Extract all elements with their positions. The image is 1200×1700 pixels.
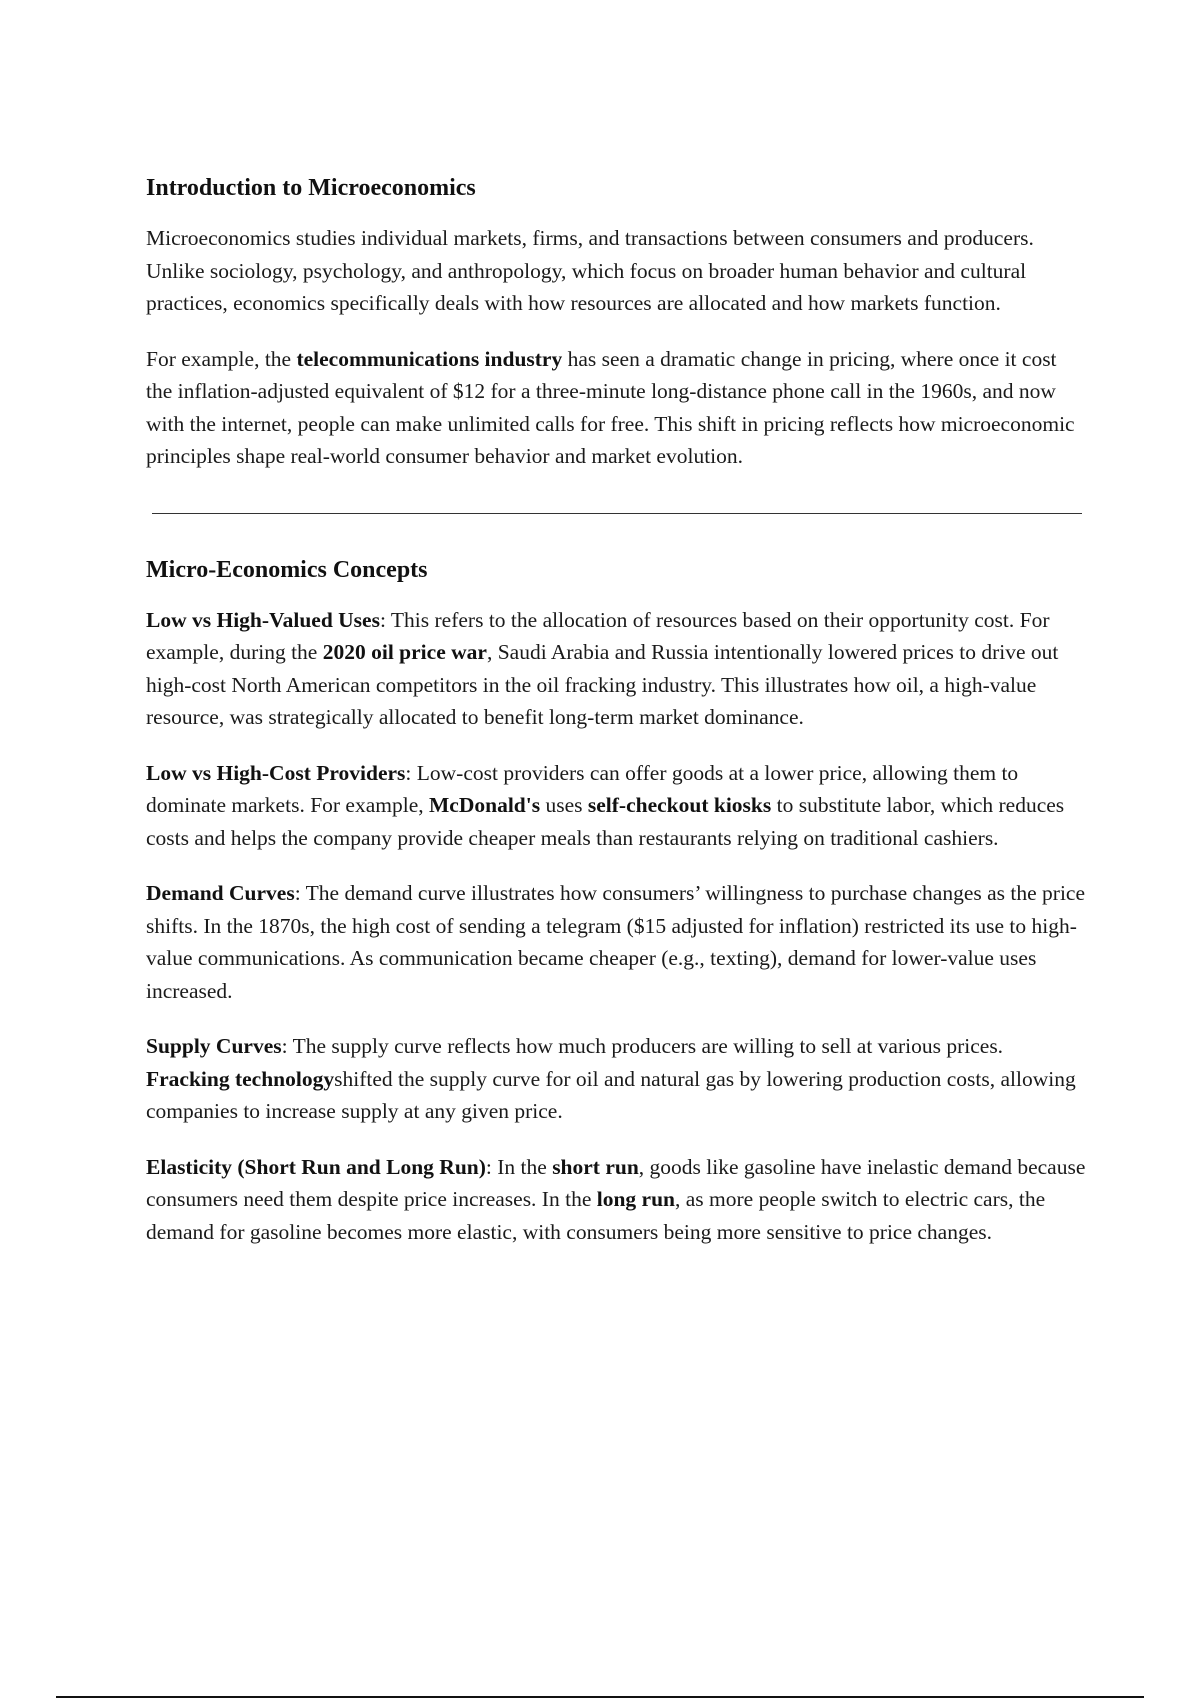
term-elasticity: Elasticity (Short Run and Long Run): [146, 1154, 486, 1179]
elasticity-text-1: : In the: [485, 1154, 553, 1179]
concept-elasticity: [146, 1151, 1086, 1249]
term-low-high-cost: Low vs High-Cost Providers: [146, 760, 406, 785]
elasticity-text-2: , goods like gasoline have inelastic demand because consumers need them despite price increases. In the: [146, 1154, 1086, 1211]
low-high-uses-text-2: , Saudi Arabia and Russia intentionally lowered prices to drive out high-cost North American competitors in the oil fracking industry. This illustrates how oil, a high-value resource, was strategically allocated to benefit long-term market dominance.: [146, 640, 1059, 729]
low-high-cost-text-2: uses: [540, 793, 588, 817]
concept-demand-curves: [146, 877, 1086, 1007]
elasticity-text-3: , as more people switch to electric cars, the demand for gasoline becomes more elastic, with consumers being more sensitive to price changes.: [146, 1187, 1046, 1244]
intro-p2-text-2: has seen a dramatic change in pricing, where once it cost the inflation-adjusted equivalent of $12 for a three-minute long-distance phone call in the 1960s, and now with the internet, people can make unlimited calls for free. This shift in pricing reflects how microeconomic principles shape real-world consumer behavior and market evolution.: [146, 346, 1075, 468]
term-demand-curves: Demand Curves: [146, 881, 295, 905]
demand-text-1: : The demand curve illustrates how consumers’ willingness to purchase changes as the price shifts. In the 1870s, the high cost of sending a telegram ($15 adjusted for inflation) restricted its use to high-value communications. As communication became cheaper (e.g., texting), demand for lower-value uses increased.: [146, 881, 1086, 1003]
intro-p2-bold-telecom: telecommunications industry: [296, 346, 563, 371]
low-high-cost-text-1: : Low-cost providers can offer goods at a lower price, allowing them to dominate markets. For example,: [146, 760, 1019, 817]
elasticity-bold-long-run: long run: [596, 1187, 675, 1211]
concept-low-high-uses: [146, 604, 1086, 734]
document-page: [146, 172, 1086, 1271]
intro-heading: Introduction to Microeconomics: [146, 175, 476, 201]
term-low-high-uses: Low vs High-Valued Uses: [146, 607, 380, 632]
section-divider: [152, 513, 1082, 514]
page-footer-rule: [56, 1696, 1144, 1698]
low-high-uses-text-1: : This refers to the allocation of resources based on their opportunity cost. For example, during the: [146, 607, 1050, 664]
supply-text-2: shifted the supply curve for oil and natural gas by lowering production costs, allowing companies to increase supply at any given price.: [146, 1066, 1076, 1123]
low-high-cost-bold-kiosks: self-checkout kiosks: [587, 793, 772, 817]
low-high-cost-text-3: to substitute labor, which reduces costs and helps the company provide cheaper meals than restaurants relying on traditional cashiers.: [146, 793, 1065, 850]
low-high-cost-bold-mcdonalds: McDonald's: [429, 793, 541, 817]
intro-p2-text-1: For example, the: [146, 346, 297, 371]
supply-bold-fracking: Fracking technology: [146, 1066, 335, 1091]
concepts-heading: Micro-Economics Concepts: [146, 556, 428, 583]
supply-text-1: : The supply curve reflects how much producers are willing to sell at various prices.: [281, 1034, 1004, 1058]
elasticity-bold-short-run: short run: [552, 1154, 639, 1179]
concept-supply-curves: [146, 1030, 1086, 1128]
intro-paragraph-1: Microeconomics studies individual markets, firms, and transactions between consumers and producers. Unlike sociology, psychology, and anthropology, which focus on broader human behavior and cultural practices, economics specifically deals with how resources are allocated and how markets function.: [146, 226, 1034, 315]
low-high-uses-bold-oil-war: 2020 oil price war: [322, 640, 487, 664]
concept-low-high-cost: [146, 757, 1086, 855]
intro-paragraph-2: [146, 343, 1086, 473]
term-supply-curves: Supply Curves: [146, 1034, 282, 1058]
